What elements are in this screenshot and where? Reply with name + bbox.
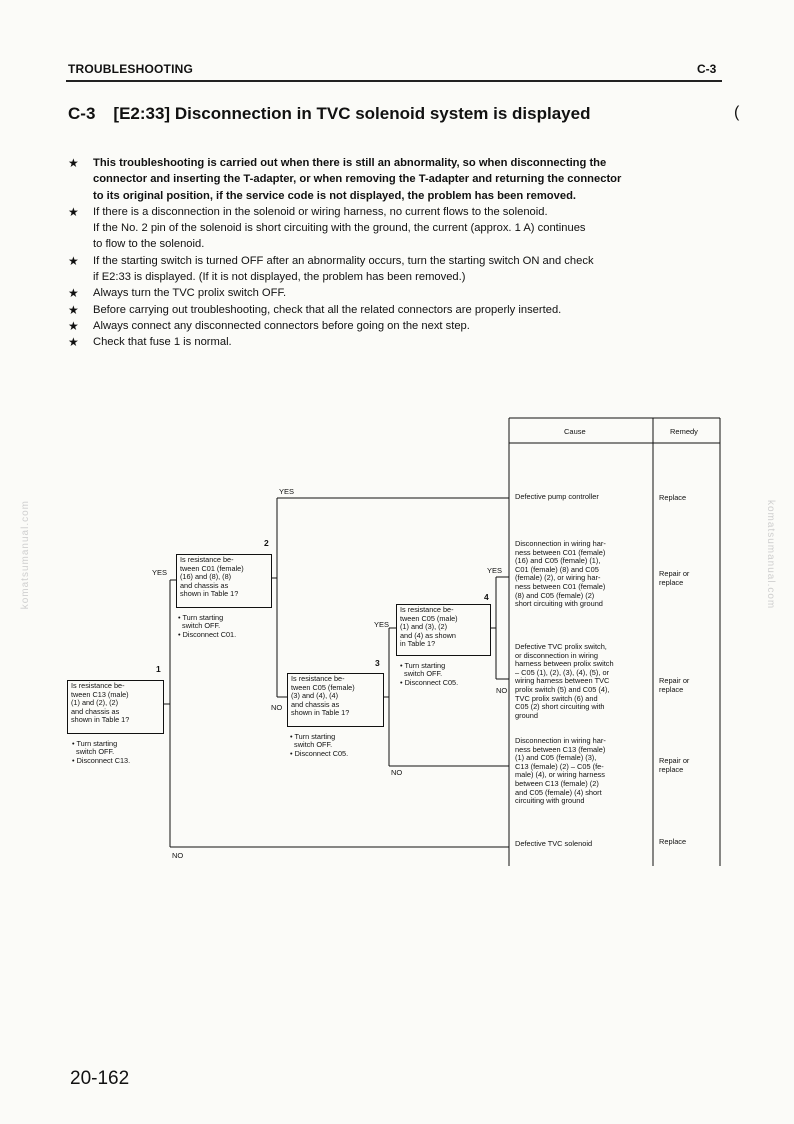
no-label: NO	[496, 686, 508, 695]
question-line: Is resistance be-	[291, 674, 345, 683]
question-line: and chassis as	[291, 699, 340, 709]
cause-cell	[515, 840, 653, 849]
star-icon: ★	[68, 335, 79, 350]
cause-line: male) (4), or wiring harness	[515, 770, 605, 780]
cause-line: C13 (female) (2) – C05 (fe-	[515, 761, 604, 771]
remedy-cell	[659, 838, 719, 847]
question-line: (1) and (2), (2)	[71, 698, 119, 708]
remedy-cell	[659, 677, 719, 694]
yes-label: YES	[152, 568, 168, 577]
cause-line: TVC prolix switch (6) and	[515, 693, 598, 703]
cause-cell	[515, 643, 653, 720]
cause-cell	[515, 493, 653, 502]
step-4-question-box	[396, 604, 491, 656]
cause-line: Defective TVC prolix switch,	[515, 642, 607, 651]
question-line: in Table 1?	[400, 639, 436, 649]
question-line: and chassis as	[71, 706, 120, 716]
question-line: and (4) as shown	[400, 630, 456, 640]
question-line: and chassis as	[180, 580, 229, 590]
remedy-line: replace	[659, 764, 684, 774]
note-line: • Disconnect C01.	[178, 629, 237, 639]
remedy-cell	[659, 570, 719, 587]
stray-mark: (	[734, 104, 740, 121]
yes-label: YES	[487, 566, 503, 575]
cause-line: and C05 (female) (4) short	[515, 787, 602, 797]
cause-line: harness between prolix switch	[515, 659, 614, 669]
cause-line: ground	[515, 710, 539, 720]
cause-line: ness between C13 (female)	[515, 744, 606, 754]
cause-line: or disconnection in wiring	[515, 650, 598, 660]
step-2-question-box	[176, 554, 272, 608]
remedy-line: Replace	[659, 493, 687, 502]
note-line: • Turn starting	[72, 739, 118, 748]
remedy-line: replace	[659, 684, 684, 694]
bullet-line: If the starting switch is turned OFF after an abnormality occurs, turn the starting switch ON and check	[93, 254, 594, 267]
step-4-notes	[400, 662, 458, 687]
cause-line: (female) (2), or wiring har-	[515, 573, 601, 583]
star-icon: ★	[68, 156, 79, 170]
title-text: [E2:33] Disconnection in TVC solenoid system is displayed	[113, 104, 591, 123]
cause-line: between C13 (female) (2)	[515, 778, 599, 788]
remedy-cell	[659, 757, 719, 774]
question-line: tween C05 (female)	[291, 682, 355, 692]
cause-line: Disconnection in wiring har-	[515, 736, 606, 745]
question-line: shown in Table 1?	[291, 708, 350, 718]
remedy-line: Replace	[659, 837, 687, 846]
bullet-line: This troubleshooting is carried out when there is still an abnormality, so when disconnecting the	[93, 157, 607, 169]
cause-line: (8) and C05 (female) (2)	[515, 590, 595, 600]
cause-line: C05 (2) short circuiting with	[515, 702, 605, 712]
cause-cell	[515, 540, 653, 609]
step-number: 4	[484, 592, 489, 602]
watermark-right: komatsumanual.com	[765, 500, 776, 610]
bullet-line: Before carrying out troubleshooting, check that all the related connectors are properly inserted.	[93, 303, 562, 316]
note-line: • Disconnect C05.	[400, 677, 459, 687]
note-line: • Disconnect C05.	[290, 748, 349, 758]
star-icon: ★	[68, 286, 79, 301]
cause-line: circuiting with ground	[515, 796, 585, 806]
remedy-line: Repair or	[659, 569, 690, 578]
note-line: • Turn starting	[290, 732, 336, 741]
bullet-line: Always connect any disconnected connectors before going on the next step.	[93, 319, 470, 332]
cause-line: C01 (female) (8) and C05	[515, 564, 599, 574]
bullet-line: to flow to the solenoid.	[93, 238, 205, 251]
title-code: C-3	[68, 104, 96, 123]
bullet-line: If there is a disconnection in the solenoid or wiring harness, no current flows to the solenoid.	[93, 205, 548, 218]
cause-line: wiring harness between TVC	[515, 676, 610, 686]
step-3-notes	[290, 733, 348, 758]
note-line: switch OFF.	[72, 747, 115, 757]
cause-line: (1) and C05 (female) (3),	[515, 753, 597, 763]
section-code: C-3	[697, 62, 717, 76]
page-number: 20-162	[70, 1068, 130, 1089]
remedy-cell	[659, 494, 719, 503]
question-line: shown in Table 1?	[71, 715, 130, 725]
question-line: shown in Table 1?	[180, 589, 239, 599]
star-icon: ★	[68, 253, 79, 268]
step-number: 3	[375, 658, 380, 668]
remedy-column-header: Remedy	[670, 427, 698, 436]
bullet-line: If the No. 2 pin of the solenoid is short circuiting with the ground, the current (approx. 1 A) continues	[93, 222, 586, 235]
watermark-left: komatsumanual.com	[20, 500, 31, 610]
step-number: 2	[264, 538, 269, 548]
no-label: NO	[391, 768, 403, 777]
no-label: NO	[172, 851, 184, 860]
remedy-line: Repair or	[659, 676, 690, 685]
note-line: • Turn starting	[400, 661, 446, 670]
cause-line: prolix switch (5) and C05 (4),	[515, 684, 610, 694]
star-icon: ★	[68, 302, 79, 317]
note-line: switch OFF.	[178, 621, 221, 631]
question-line: tween C01 (female)	[180, 563, 244, 573]
note-line: switch OFF.	[290, 740, 333, 750]
yes-label: YES	[374, 620, 390, 629]
note-line: switch OFF.	[400, 669, 443, 679]
note-line: • Turn starting	[178, 613, 224, 622]
bullet-line: if E2:33 is displayed. (If it is not displayed, the problem has been removed.)	[93, 271, 466, 284]
step-3-question-box	[287, 673, 384, 727]
bullet-line: Always turn the TVC prolix switch OFF.	[93, 287, 287, 300]
cause-line: Disconnection in wiring har-	[515, 539, 606, 548]
section-header: TROUBLESHOOTING	[68, 62, 193, 76]
question-line: Is resistance be-	[180, 555, 234, 564]
step-1-question-box	[67, 680, 164, 734]
note-line: • Disconnect C13.	[72, 755, 131, 765]
star-icon: ★	[68, 318, 79, 333]
question-line: tween C05 (male)	[400, 613, 458, 623]
cause-line: – C05 (1), (2), (3), (4), (5), or	[515, 667, 610, 677]
question-line: (1) and (3), (2)	[400, 622, 448, 632]
step-2-notes	[178, 614, 236, 639]
cause-column-header: Cause	[564, 427, 586, 436]
remedy-line: Repair or	[659, 756, 690, 765]
cause-cell	[515, 737, 653, 806]
cause-line: ness between C01 (female)	[515, 581, 606, 591]
cause-line: Defective pump controller	[515, 492, 599, 501]
question-line: Is resistance be-	[400, 605, 454, 614]
cause-line: Defective TVC solenoid	[515, 839, 593, 848]
question-line: Is resistance be-	[71, 681, 125, 690]
yes-label: YES	[279, 487, 295, 496]
bullet-line: connector and inserting the T-adapter, or when removing the T-adapter and returning the connector	[93, 173, 622, 186]
step-1-notes	[72, 740, 130, 765]
cause-line: (16) and C05 (female) (1),	[515, 556, 601, 566]
bullet-line: Check that fuse 1 is normal.	[93, 336, 232, 349]
question-line: tween C13 (male)	[71, 689, 129, 699]
bullet-line: to its original position, if the service code is not displayed, the problem has been removed.	[93, 189, 577, 202]
star-icon: ★	[68, 204, 79, 219]
cause-line: ness between C01 (female)	[515, 547, 606, 557]
question-line: (3) and (4), (4)	[291, 691, 339, 701]
question-line: (16) and (8), (8)	[180, 572, 232, 582]
remedy-line: replace	[659, 577, 684, 587]
step-number: 1	[156, 664, 161, 674]
no-label: NO	[271, 703, 283, 712]
cause-line: short circuiting with ground	[515, 599, 603, 609]
